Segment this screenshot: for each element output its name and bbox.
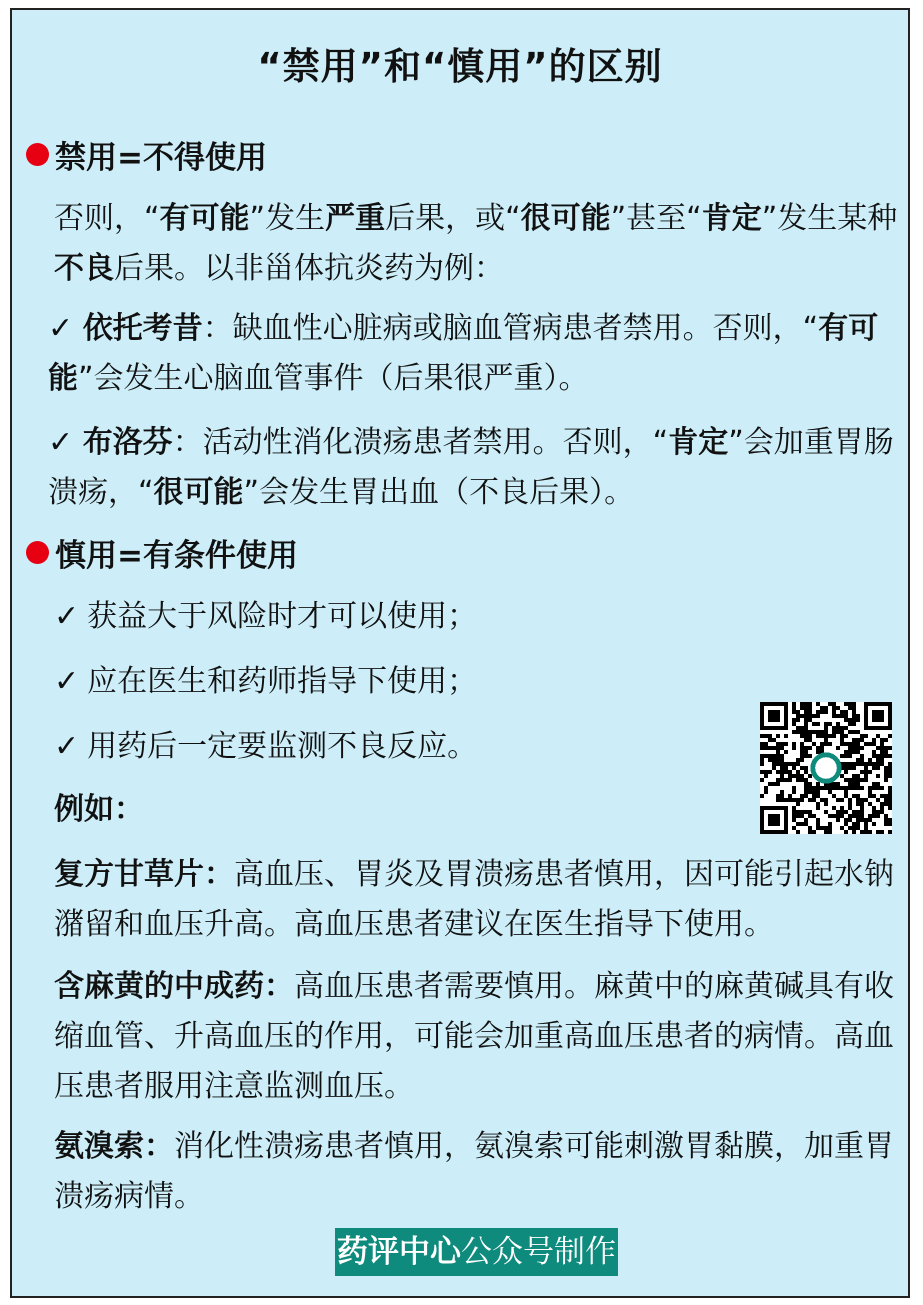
body-text: 否则，“ — [54, 201, 160, 236]
example-label: 例如： — [54, 792, 144, 827]
section-heading-text: 慎用=有条件使用 — [55, 538, 298, 574]
caution-item-text: 获益大于风险时才可以使用； — [87, 599, 478, 634]
drug-example-ibuprofen — [48, 418, 902, 518]
emphasis-text: 很可能 — [520, 201, 611, 236]
section-heading-text: 禁用=不得使用 — [55, 140, 267, 176]
check-mark-icon: ✓ — [54, 664, 80, 699]
caution-item-text: 应在医生和药师指导下使用； — [87, 664, 478, 699]
caution-item — [54, 657, 902, 707]
caution-item-text: 用药后一定要监测不良反应。 — [87, 729, 478, 764]
example-text: 高血压患者需要慎用。麻黄中的麻黄碱具有收缩血管、升高血压的作用，可能会加重高血压患者的病情。高血压患者服用注意监测血压。 — [54, 969, 894, 1104]
example-drug-name: 复方甘草片： — [54, 857, 234, 892]
footer-credit — [335, 1228, 618, 1276]
forbidden-description — [54, 194, 902, 294]
check-mark-icon: ✓ — [54, 729, 80, 764]
body-text: ”会发生心脑血管事件（后果很严重）。 — [78, 361, 589, 396]
drug-example-etoricoxib — [48, 304, 902, 404]
emphasis-text: 不良 — [54, 251, 114, 286]
section-heading-caution — [26, 530, 298, 575]
body-text: ”甚至“ — [610, 201, 702, 236]
caution-item — [54, 592, 902, 642]
emphasis-text: 肯定 — [668, 425, 729, 460]
red-dot-icon — [26, 541, 49, 564]
body-text: ✓ — [48, 311, 83, 346]
example-drug-name: 含麻黄的中成药： — [54, 969, 294, 1004]
body-text: ”会发生胃出血（不良后果）。 — [243, 475, 635, 510]
emphasis-text: 有可能 — [48, 311, 879, 396]
footer-label: 公众号制作 — [461, 1234, 616, 1270]
example-drug-name: 氨溴索： — [54, 1129, 174, 1164]
body-text: ：缺血性心脏病或脑血管病患者禁用。否则，“ — [202, 311, 819, 346]
example-text: 消化性溃疡患者慎用，氨溴索可能刺激胃黏膜，加重胃溃疡病情。 — [54, 1129, 894, 1214]
emphasis-text: 依托考昔 — [82, 311, 203, 346]
info-card — [10, 8, 910, 1298]
section-heading-forbidden — [26, 132, 267, 177]
caution-example — [54, 1122, 902, 1222]
emphasis-text: 严重 — [325, 201, 386, 236]
emphasis-text: 很可能 — [153, 475, 244, 510]
body-text: ”发生某种 — [761, 201, 898, 236]
emphasis-text: 布洛芬 — [82, 425, 173, 460]
emphasis-text: 肯定 — [701, 201, 762, 236]
body-text: ✓ — [48, 425, 83, 460]
page-title: “禁用”和“慎用”的区别 — [257, 45, 663, 88]
footer-brand: 药评中心 — [337, 1234, 461, 1270]
body-text: 后果。以非甾体抗炎药为例： — [114, 251, 504, 286]
body-text: ”会加重胃肠溃疡，“ — [48, 425, 894, 510]
body-text: 后果，或“ — [385, 201, 521, 236]
check-mark-icon: ✓ — [54, 599, 80, 634]
qr-code-icon[interactable] — [760, 702, 892, 834]
emphasis-text: 有可能 — [159, 201, 250, 236]
body-text: ”发生 — [249, 201, 326, 236]
example-text: 高血压、胃炎及胃溃疡患者慎用，因可能引起水钠潴留和血压升高。高血压患者建议在医生指导下使用。 — [54, 857, 894, 942]
body-text: ：活动性消化溃疡患者禁用。否则，“ — [172, 425, 669, 460]
caution-example — [54, 850, 902, 950]
red-dot-icon — [26, 143, 49, 166]
caution-example — [54, 962, 902, 1112]
